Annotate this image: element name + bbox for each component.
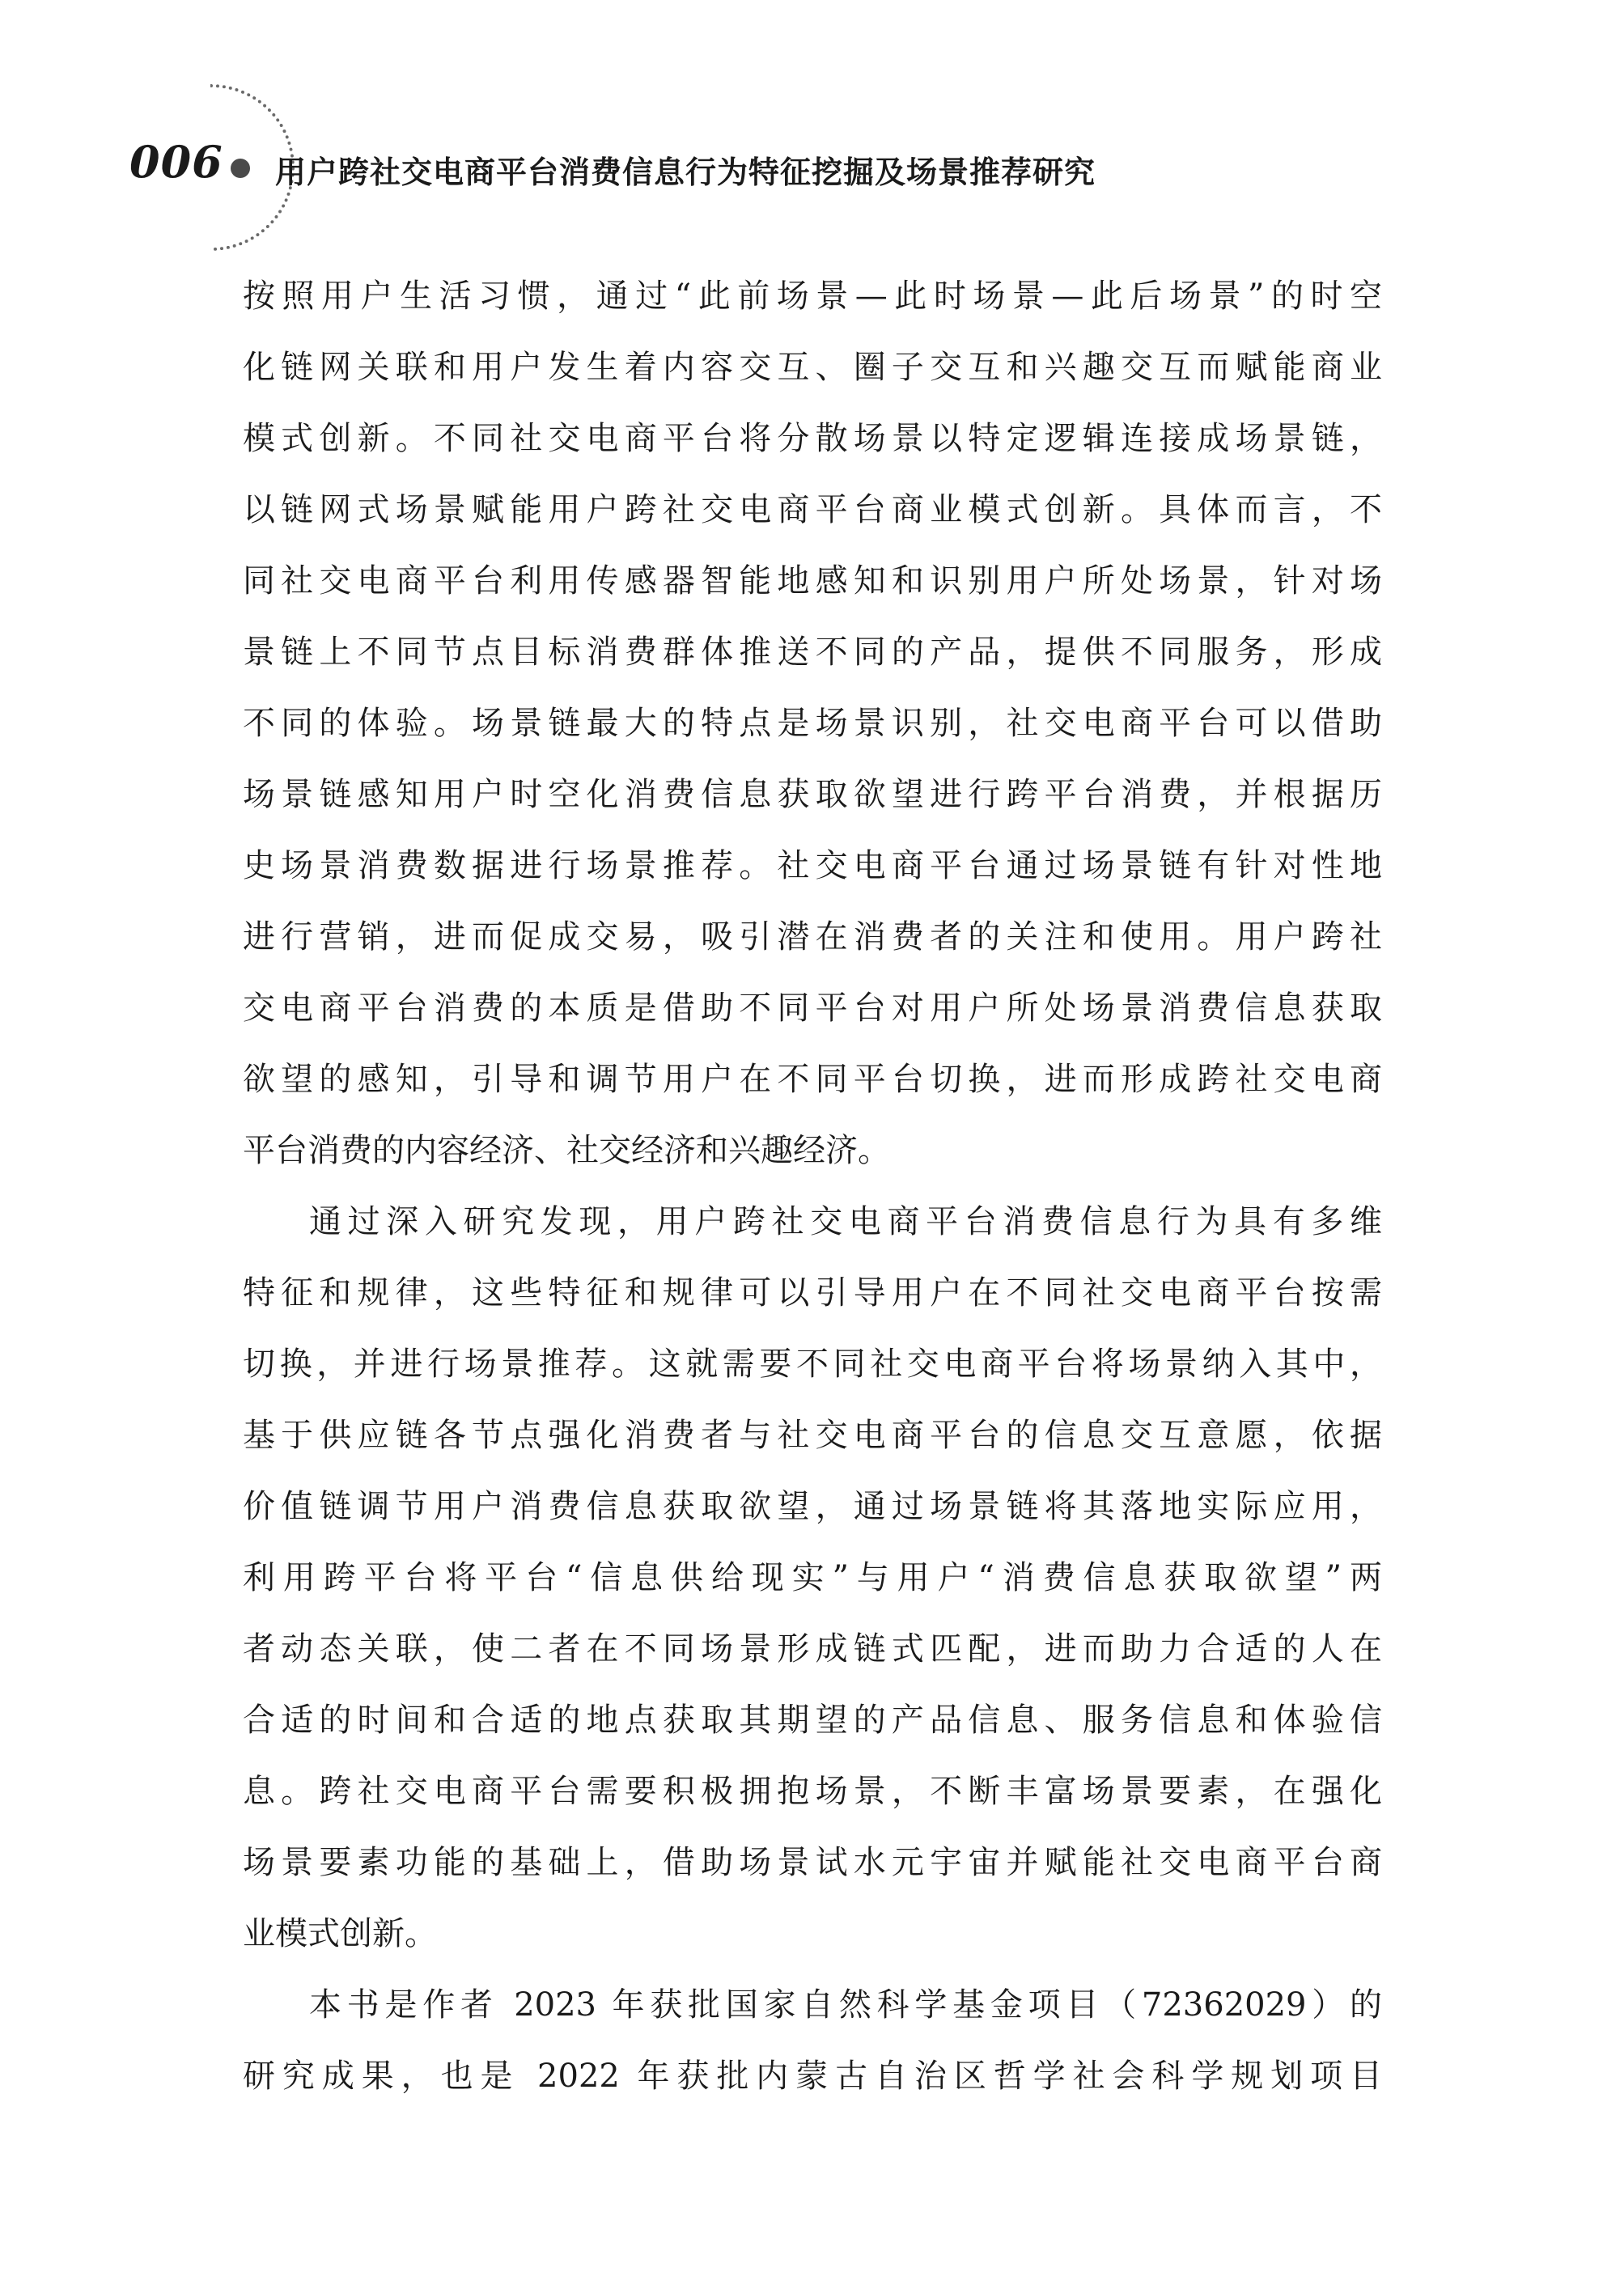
text-line: 史场景消费数据进行场景推荐。社交电商平台通过场景链有针对性地 (243, 847, 1382, 884)
text-line: 研究成果，也是 2022 年获批内蒙古自治区哲学社会科学规划项目 (243, 2058, 1382, 2095)
text-line: 者动态关联，使二者在不同场景形成链式匹配，进而助力合适的人在 (243, 1630, 1382, 1668)
text-line: 按照用户生活习惯，通过“此前场景—此时场景—此后场景”的时空 (243, 278, 1382, 315)
text-line: 模式创新。不同社交电商平台将分散场景以特定逻辑连接成场景链， (243, 420, 1382, 457)
running-title: 用户跨社交电商平台消费信息行为特征挖掘及场景推荐研究 (275, 155, 1096, 190)
text-line: 交电商平台消费的本质是借助不同平台对用户所处场景消费信息获取 (243, 990, 1382, 1027)
text-line: 基于供应链各节点强化消费者与社交电商平台的信息交互意愿，依据 (243, 1417, 1382, 1454)
text-line: 化链网关联和用户发生着内容交互、圈子交互和兴趣交互而赋能商业 (243, 349, 1382, 386)
page-number: 006 (129, 136, 223, 188)
text-line: 通过深入研究发现，用户跨社交电商平台消费信息行为具有多维 (309, 1203, 1382, 1240)
text-line: 特征和规律，这些特征和规律可以引导用户在不同社交电商平台按需 (243, 1274, 1382, 1312)
text-line: 业模式创新。 (243, 1915, 437, 1952)
text-line: 同社交电商平台利用传感器智能地感知和识别用户所处场景，针对场 (243, 562, 1382, 600)
text-line: 本书是作者 2023 年获批国家自然科学基金项目（72362029）的 (309, 1986, 1382, 2024)
text-line: 切换，并进行场景推荐。这就需要不同社交电商平台将场景纳入其中， (243, 1346, 1382, 1383)
text-line: 合适的时间和合适的地点获取其期望的产品信息、服务信息和体验信 (243, 1702, 1382, 1739)
text-line: 以链网式场景赋能用户跨社交电商平台商业模式创新。具体而言，不 (243, 491, 1382, 528)
body-text (243, 261, 1382, 2112)
text-line: 进行营销，进而促成交易，吸引潜在消费者的关注和使用。用户跨社 (243, 918, 1382, 956)
text-line: 场景链感知用户时空化消费信息获取欲望进行跨平台消费，并根据历 (243, 776, 1382, 813)
text-line: 平台消费的内容经济、社交经济和兴趣经济。 (243, 1132, 890, 1169)
text-line: 利用跨平台将平台“信息供给现实”与用户“消费信息获取欲望”两 (243, 1559, 1382, 1596)
header-bullet-dot (231, 159, 250, 178)
text-line: 息。跨社交电商平台需要积极拥抱场景，不断丰富场景要素，在强化 (243, 1773, 1382, 1810)
text-line: 不同的体验。场景链最大的特点是场景识别，社交电商平台可以借助 (243, 705, 1382, 742)
text-line: 价值链调节用户消费信息获取欲望，通过场景链将其落地实际应用， (243, 1488, 1382, 1525)
text-line: 场景要素功能的基础上，借助场景试水元宇宙并赋能社交电商平台商 (243, 1844, 1382, 1881)
text-line: 欲望的感知，引导和调节用户在不同平台切换，进而形成跨社交电商 (243, 1061, 1382, 1098)
text-line: 景链上不同节点目标消费群体推送不同的产品，提供不同服务，形成 (243, 634, 1382, 671)
